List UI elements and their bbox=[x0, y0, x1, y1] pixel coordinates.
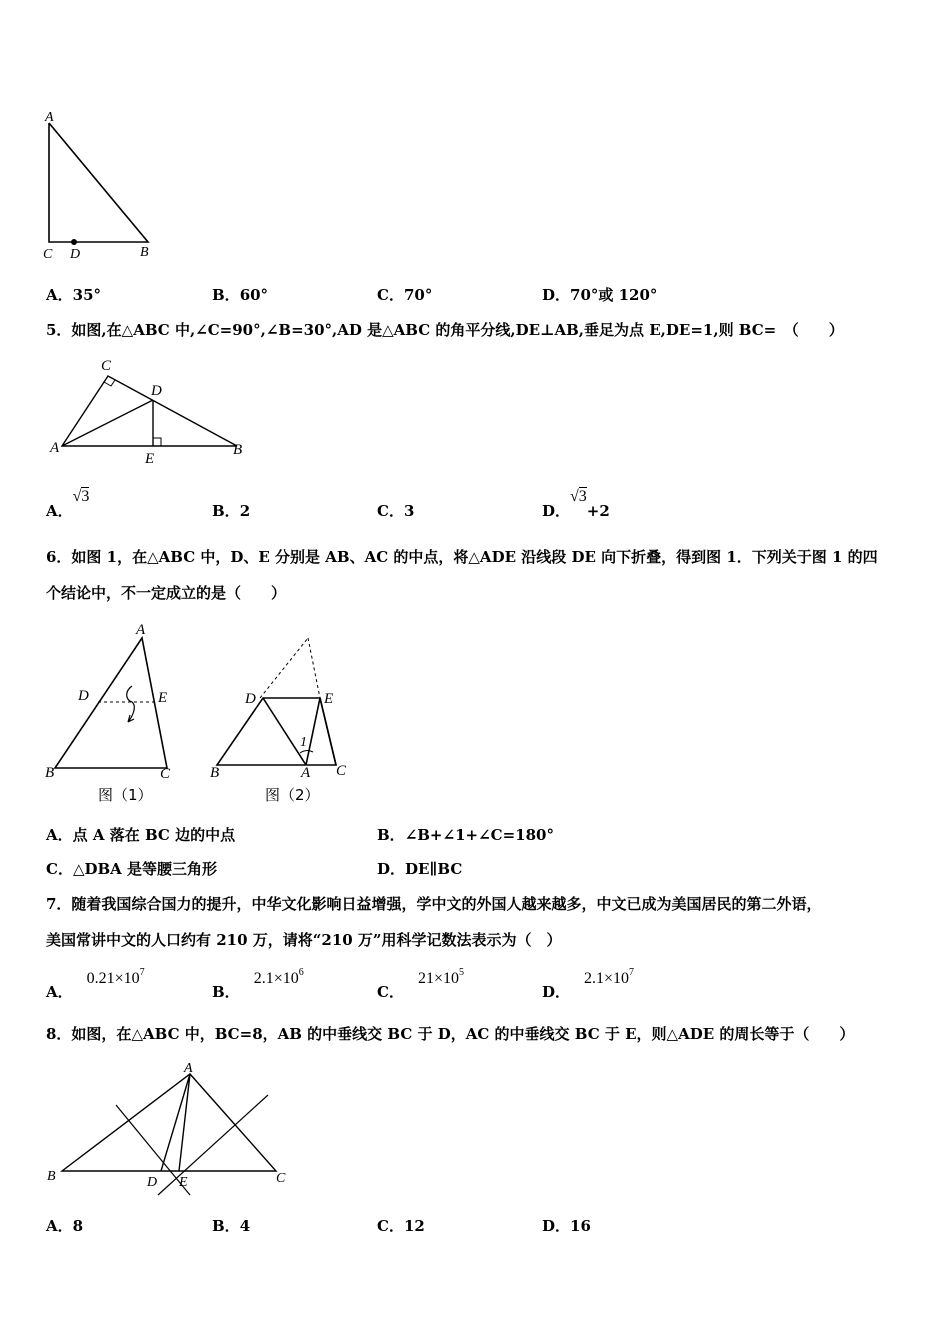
q8-label-a: A bbox=[184, 1061, 193, 1076]
q6-fig2-label-b: B bbox=[210, 765, 220, 781]
q4-option-text: 60° bbox=[239, 286, 269, 304]
q8-option-letter: D． bbox=[542, 1217, 571, 1235]
q8-option-letter: C． bbox=[377, 1217, 404, 1235]
q8-option-text: 8 bbox=[72, 1217, 84, 1235]
q4-option-letter: A． bbox=[46, 286, 73, 304]
q4-label-c: C bbox=[43, 247, 53, 262]
q6-fig2-dashed-ad bbox=[260, 638, 308, 698]
q4-point-d bbox=[71, 239, 77, 245]
q5-label-d: D bbox=[151, 383, 162, 399]
q6-figure-1 bbox=[40, 620, 200, 810]
q6-option-text: 点 A 落在 BC 边的中点 bbox=[72, 826, 236, 844]
q4-option-c[interactable] bbox=[377, 288, 432, 303]
q7-option-d[interactable] bbox=[542, 967, 635, 1001]
q8-option-text: 4 bbox=[239, 1217, 251, 1235]
q6-fig2-label-a: A bbox=[301, 765, 311, 781]
q5-option-text: 3 bbox=[403, 502, 415, 520]
q5-label-a: A bbox=[50, 440, 60, 456]
q7-stem-line2: 美国常讲中文的人口约有 210 万，请将“210 万”用科学记数法表示为（ ） bbox=[46, 931, 562, 949]
q7-stem-line1: 7．随着我国综合国力的提升，中华文化影响日益增强，学中文的外国人越来越多，中文已成为美国居民的第二外语， bbox=[46, 895, 822, 913]
q8-figure bbox=[40, 1060, 295, 1200]
q6-fig1-label-d: D bbox=[78, 688, 89, 704]
q8-option-text: 12 bbox=[403, 1217, 425, 1235]
q7-option-mantissa: 0.21×10 bbox=[86, 970, 140, 987]
q8-segment-ad bbox=[161, 1074, 190, 1171]
q4-option-text: 70° bbox=[403, 286, 433, 304]
q5-option-d[interactable] bbox=[542, 486, 610, 520]
q8-segment-ae bbox=[179, 1074, 190, 1171]
q7-option-letter: C． bbox=[377, 983, 404, 1001]
q7-option-a[interactable] bbox=[46, 967, 145, 1001]
q7-option-exponent: 5 bbox=[458, 967, 464, 978]
q6-option-a[interactable] bbox=[46, 828, 235, 843]
q6-fig1-triangle bbox=[55, 638, 167, 768]
q8-triangle-abc bbox=[62, 1074, 276, 1171]
q7-option-mantissa: 2.1×10 bbox=[584, 970, 630, 987]
q4-option-letter: B． bbox=[212, 286, 240, 304]
q7-option-letter: B． bbox=[212, 983, 240, 1001]
sqrt-symbol: √3 bbox=[570, 488, 587, 505]
q4-option-text: 35° bbox=[72, 286, 102, 304]
q6-option-d[interactable] bbox=[377, 862, 462, 877]
q8-option-a[interactable] bbox=[46, 1219, 83, 1234]
q7-option-exponent: 7 bbox=[139, 967, 145, 978]
q6-stem-line2: 个结论中，不一定成立的是（ ） bbox=[46, 584, 287, 602]
q4-option-b[interactable] bbox=[212, 288, 268, 303]
q5-label-b: B bbox=[233, 442, 243, 458]
q5-label-c: C bbox=[101, 358, 112, 374]
q4-label-a: A bbox=[45, 110, 54, 125]
q6-figure-2 bbox=[205, 625, 355, 810]
q6-fig1-fold-arrow bbox=[127, 686, 135, 722]
q6-fig1-label-c: C bbox=[160, 766, 171, 782]
q5-option-c[interactable] bbox=[377, 504, 414, 519]
q6-option-text: ∠B+∠1+∠C=180° bbox=[404, 826, 554, 844]
q7-option-mantissa: 2.1×10 bbox=[253, 970, 299, 987]
q6-fig2-segment-dbx bbox=[320, 698, 336, 765]
q6-fig2-caption: 图（2） bbox=[265, 786, 320, 804]
q6-option-letter: D． bbox=[377, 860, 406, 878]
q4-label-b: B bbox=[140, 245, 149, 260]
q8-perp-bisector-ac bbox=[158, 1095, 268, 1195]
q8-label-e: E bbox=[179, 1175, 188, 1190]
q7-option-exponent: 7 bbox=[629, 967, 635, 978]
q6-option-b[interactable] bbox=[377, 828, 554, 843]
q8-option-c[interactable] bbox=[377, 1219, 425, 1234]
q6-fig2-label-d: D bbox=[245, 691, 256, 707]
q7-option-mantissa: 21×10 bbox=[417, 970, 459, 987]
q6-fig2-label-1: 1 bbox=[300, 735, 307, 750]
q4-figure bbox=[40, 105, 160, 267]
q8-option-b[interactable] bbox=[212, 1219, 250, 1234]
q5-option-a[interactable] bbox=[46, 486, 90, 520]
q5-stem: 5．如图,在△ABC 中,∠C=90°,∠B=30°,AD 是△ABC 的角平分线,DE⊥AB,垂足为点 E,DE=1,则 BC= （ ） bbox=[46, 321, 844, 339]
q8-option-letter: B． bbox=[212, 1217, 240, 1235]
q5-triangle-abc bbox=[62, 376, 237, 446]
q6-fig2-segment-ea bbox=[306, 698, 320, 765]
q8-label-d: D bbox=[147, 1175, 158, 1190]
q6-fig2-label-c: C bbox=[336, 763, 347, 779]
q8-label-b: B bbox=[47, 1169, 56, 1184]
q7-option-c[interactable] bbox=[377, 967, 464, 1001]
q6-fig2-label-e: E bbox=[324, 691, 334, 707]
q5-segment-ad bbox=[62, 400, 153, 446]
q5-option-b[interactable] bbox=[212, 504, 250, 519]
q4-label-d: D bbox=[70, 247, 81, 262]
q5-radicand: 3 bbox=[81, 488, 90, 505]
q6-fig1-label-b: B bbox=[45, 765, 55, 781]
q6-fig2-segment-da bbox=[263, 698, 306, 765]
q5-label-e: E bbox=[145, 451, 155, 467]
q6-fig2-dashed-ae bbox=[308, 638, 320, 698]
q5-right-angle-c bbox=[104, 380, 115, 386]
q8-stem: 8．如图，在△ABC 中，BC=8，AB 的中垂线交 BC 于 D，AC 的中垂线交 BC 于 E，则△ADE 的周长等于（ ） bbox=[46, 1025, 855, 1043]
q5-option-suffix: +2 bbox=[586, 502, 610, 520]
q5-right-angle-e bbox=[153, 438, 161, 446]
q4-option-letter: C． bbox=[377, 286, 404, 304]
q6-fig1-label-e: E bbox=[158, 690, 168, 706]
q4-option-text: 70°或 120° bbox=[570, 286, 658, 304]
q5-option-text: 2 bbox=[239, 502, 251, 520]
q6-option-text: DE∥BC bbox=[405, 860, 463, 878]
q4-option-letter: D． bbox=[542, 286, 571, 304]
q6-stem-line1: 6．如图 1，在△ABC 中，D、E 分别是 AB、AC 的中点，将△ADE 沿线段 DE 向下折叠，得到图 1．下列关于图 1 的四 bbox=[46, 548, 878, 566]
q4-option-d[interactable] bbox=[542, 288, 657, 303]
q5-radicand: 3 bbox=[578, 488, 587, 505]
q5-option-letter: B． bbox=[212, 502, 240, 520]
q8-option-letter: A． bbox=[46, 1217, 73, 1235]
q5-figure bbox=[45, 352, 255, 467]
q7-option-letter: A． bbox=[46, 983, 73, 1001]
q6-option-letter: C． bbox=[46, 860, 73, 878]
q8-option-text: 16 bbox=[570, 1217, 591, 1235]
q6-option-text: △DBA 是等腰三角形 bbox=[72, 860, 218, 878]
q7-option-b[interactable] bbox=[212, 967, 304, 1001]
q4-option-a[interactable] bbox=[46, 288, 101, 303]
q4-triangle bbox=[49, 123, 148, 242]
q5-option-letter: A． bbox=[46, 502, 73, 520]
q6-fig1-label-a: A bbox=[136, 622, 146, 638]
q5-option-letter: C． bbox=[377, 502, 404, 520]
q7-option-exponent: 6 bbox=[298, 967, 304, 978]
q7-option-letter: D． bbox=[542, 983, 571, 1001]
q6-fig2-angle-1-arc bbox=[300, 751, 313, 753]
q6-option-letter: B． bbox=[377, 826, 405, 844]
sqrt-symbol: √3 bbox=[72, 488, 90, 505]
q6-fig1-caption: 图（1） bbox=[98, 786, 153, 804]
q8-label-c: C bbox=[276, 1171, 286, 1186]
q5-option-letter: D． bbox=[542, 502, 571, 520]
q6-option-c[interactable] bbox=[46, 862, 217, 877]
q8-option-d[interactable] bbox=[542, 1219, 591, 1234]
q6-option-letter: A． bbox=[46, 826, 73, 844]
